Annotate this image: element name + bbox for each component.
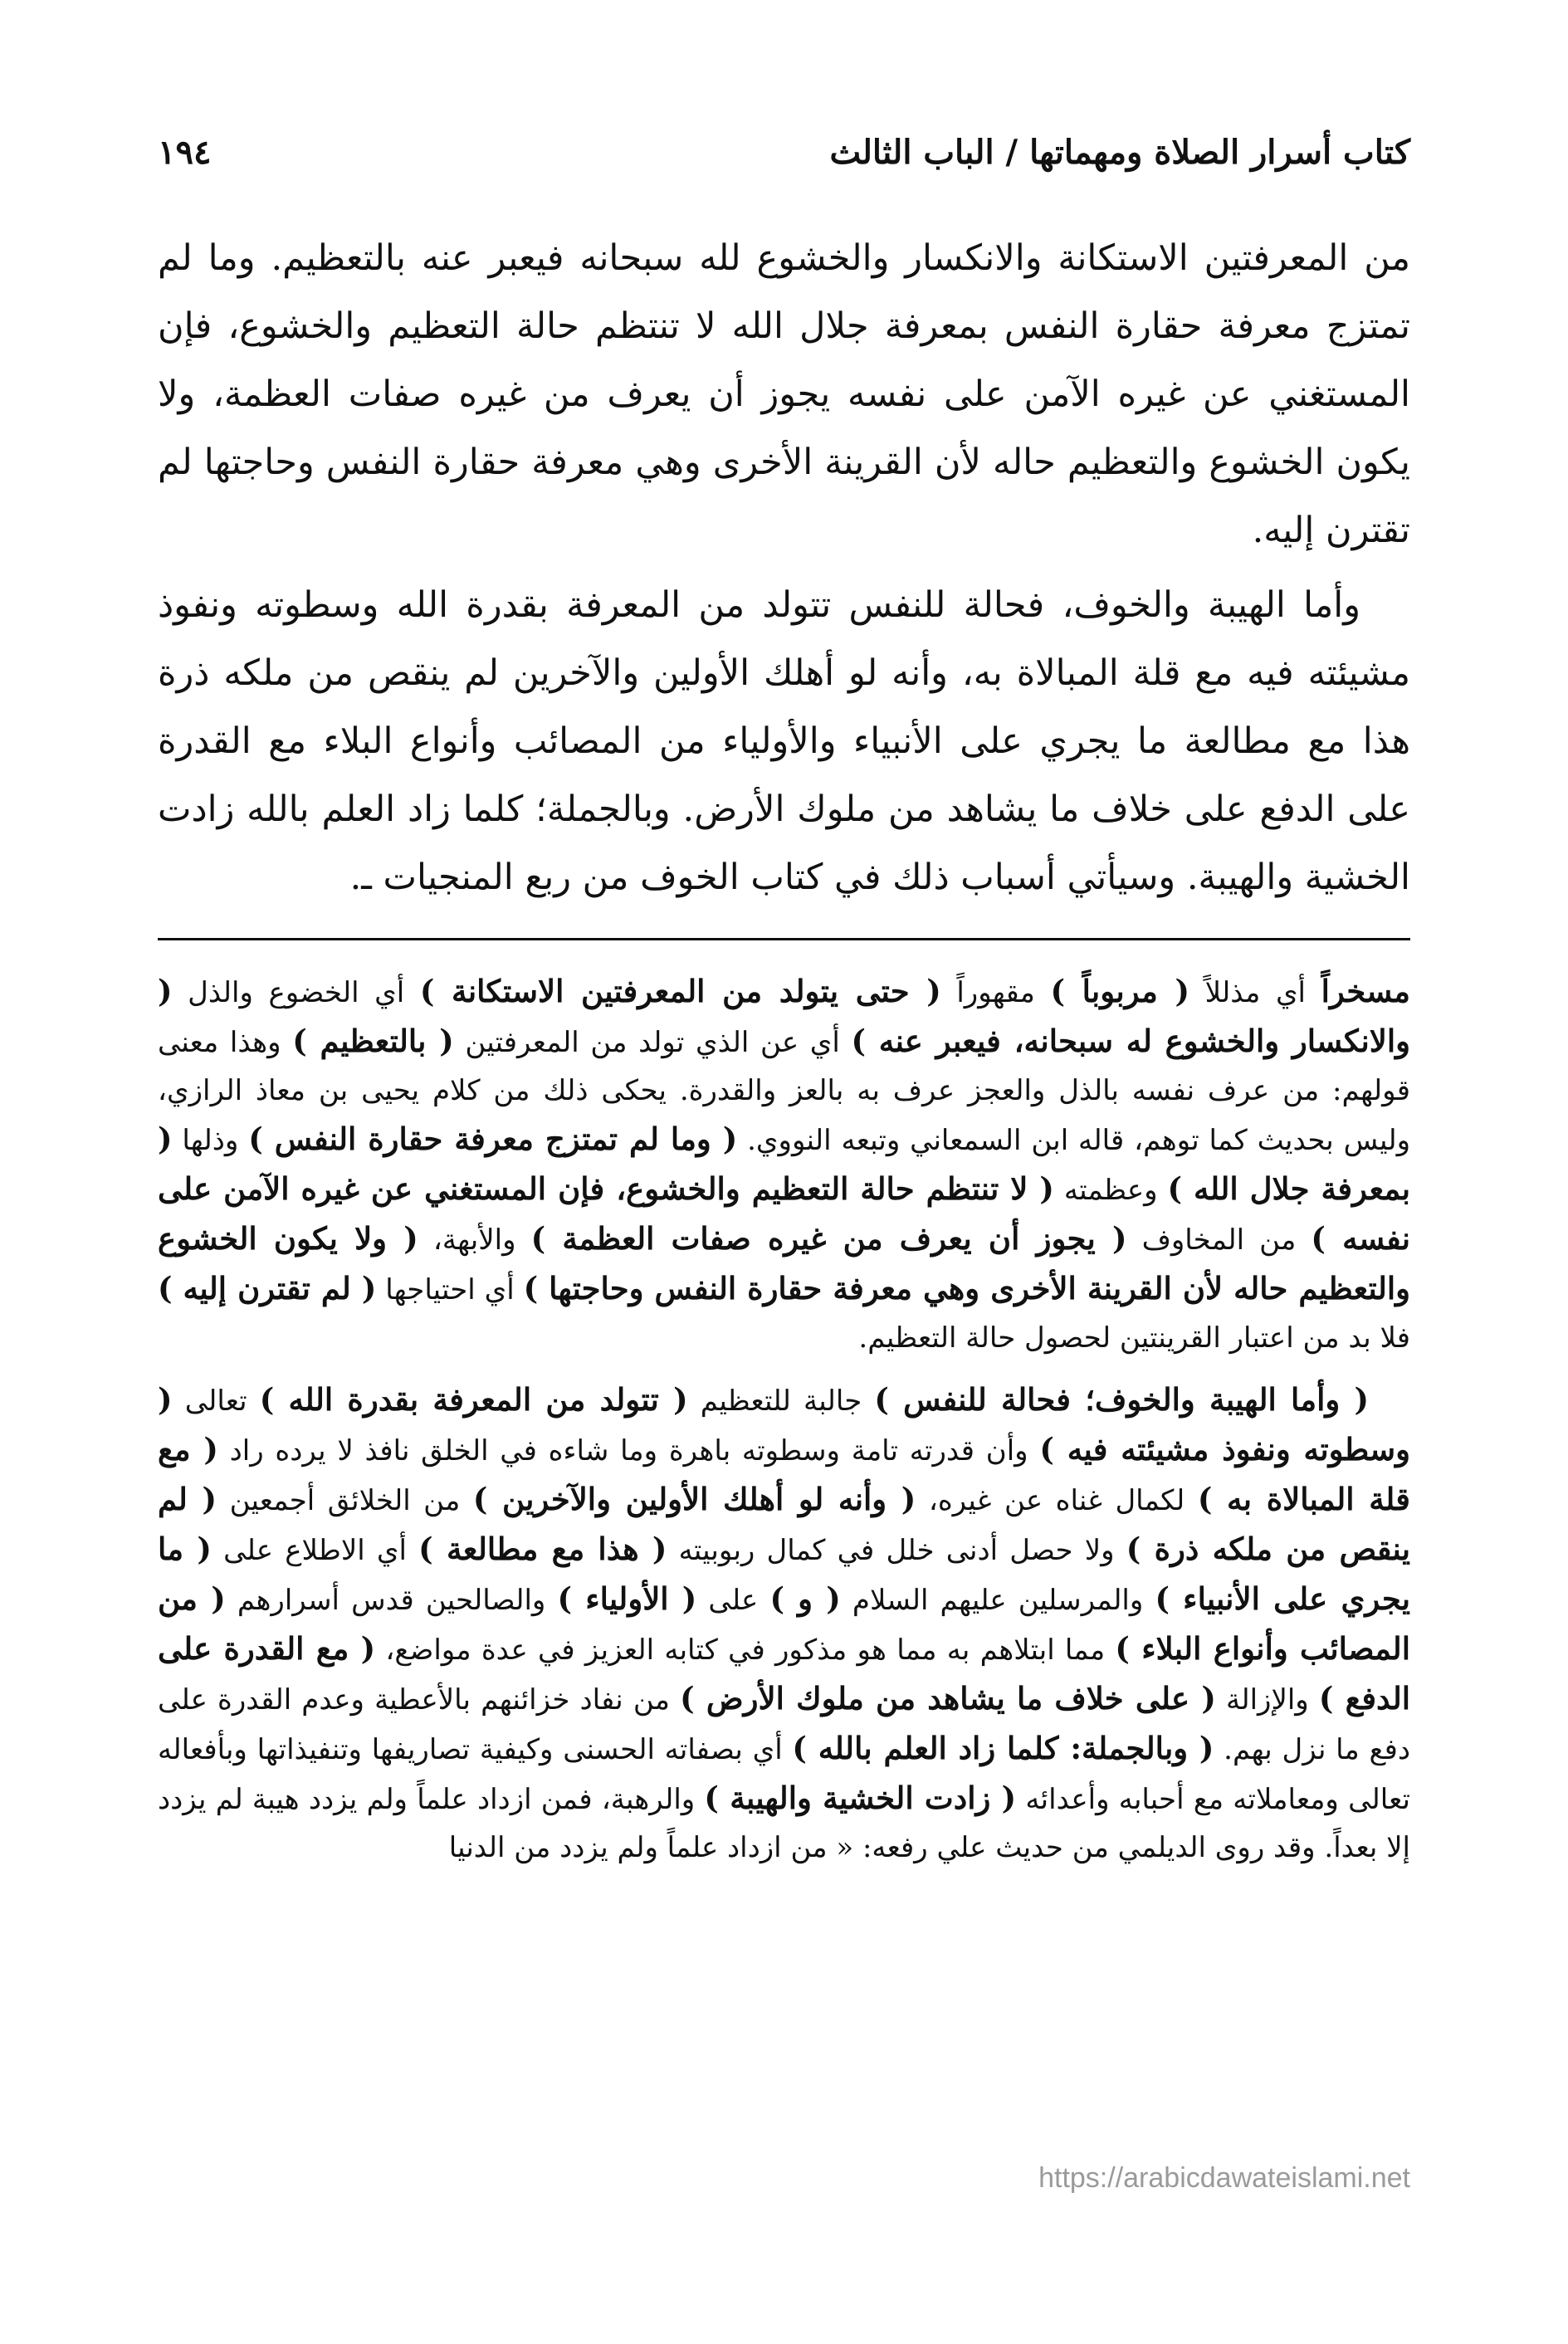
footnote-divider [158, 938, 1410, 940]
commentary-text: وهذا معنى قولهم: من عرف نفسه بالذل والعجز عرف به بالعز والقدرة. يحكى ذلك من كلام يحيى بن معاذ الرازي، وليس بحديث كما توهم، قاله ابن السمعاني وتبعه النووي. [158, 1026, 1410, 1157]
main-paragraph: من المعرفتين الاستكانة والانكسار والخشوع لله سبحانه فيعبر عنه بالتعظيم. وما لم تمتزج معرفة حقارة النفس بمعرفة جلال الله لا تنتظم حالة التعظيم والخشوع، فإن المستغني عن غيره الآمن على نفسه يجوز أن يعرف من غيره صفات العظمة، ولا يكون الخشوع والتعظيم حاله لأن القرينة الأخرى وهي معرفة حقارة النفس وحاجتها لم تقترن إليه. [158, 237, 1410, 551]
commentary-quote: ( والانكسار والخشوع له سبحانه، فيعبر عنه ) [158, 973, 1410, 1059]
commentary-quote: ( زادت الخشية والهيبة ) [704, 1780, 1017, 1816]
page-number: ١٩٤ [158, 133, 212, 172]
commentary-quote: ( مع القدرة على الدفع ) [158, 1630, 1411, 1716]
commentary-quote: ( يجوز أن يعرف من غيره صفات العظمة ) [530, 1220, 1127, 1257]
commentary-quote: ( و ) [769, 1580, 841, 1617]
commentary-quote: ( مربوباً ) [1050, 973, 1190, 1009]
commentary-text: والرهبة، فمن ازداد علماً ولم يزدد هيبة لم يزدد إلا بعداً. وقد روى الديلمي من حديث علي رفعه: « من ازداد علماً ولم يزدد من الدنيا [158, 1783, 1410, 1864]
commentary-text: أي الاطلاع على [211, 1534, 419, 1567]
commentary-quote: ( ولا يكون الخشوع والتعظيم حاله لأن القرينة الأخرى وهي معرفة حقارة النفس وحاجتها ) [158, 1220, 1410, 1306]
commentary-text: أي احتياجها [376, 1273, 524, 1306]
commentary-text: من نفاد خزائنهم بالأعطية وعدم القدرة على دفع ما نزل بهم. [158, 1683, 1410, 1766]
source-watermark: https://arabicdawateislami.net [1038, 2162, 1410, 2194]
commentary-quote: ( لا تنتظم حالة التعظيم والخشوع، فإن المستغني عن غيره الآمن على نفسه ) [158, 1170, 1411, 1257]
commentary-text: من الخلائق أجمعين [217, 1484, 473, 1517]
commentary-paragraph [158, 967, 1410, 1362]
commentary-quote: ( تتولد من المعرفة بقدرة الله ) [259, 1381, 688, 1418]
commentary-text: من المخاوف [1126, 1223, 1312, 1257]
commentary-quote: ( وأنه لو أهلك الأولين والآخرين ) [472, 1481, 916, 1517]
commentary-text: تعالى [172, 1384, 260, 1418]
commentary-text: فلا بد من اعتبار القرينتين لحصول حالة التعظيم. [858, 1321, 1410, 1355]
commentary-quote: ( وأما الهيبة والخوف؛ فحالة للنفس ) [874, 1381, 1369, 1418]
commentary-text: والصالحين قدس أسرارهم [225, 1584, 558, 1617]
commentary-quote: ( لم تقترن إليه ) [158, 1270, 377, 1306]
commentary-text: والمرسلين عليهم السلام [840, 1584, 1155, 1617]
commentary-text: والإزالة [1215, 1683, 1319, 1716]
commentary-quote: ( وبالجملة: كلما زاد العلم بالله ) [792, 1730, 1214, 1766]
commentary-quote: ( حتى يتولد من المعرفتين الاستكانة ) [419, 973, 941, 1009]
main-text [158, 224, 1410, 918]
commentary-quote: ( لم ينقص من ملكه ذرة ) [158, 1481, 1410, 1567]
commentary-text: أي بصفاته الحسنى وكيفية تصاريفها وتنفيذاتها وبأفعاله تعالى ومعاملاته مع أحبابه وأعدائه [158, 1733, 1410, 1816]
commentary-text: ولا حصل أدنى خلل في كمال ربوبيته [667, 1534, 1126, 1567]
commentary-quote: ( على خلاف ما يشاهد من ملوك الأرض ) [680, 1680, 1216, 1716]
commentary-text: أي عن الذي تولد من المعرفتين [453, 1026, 852, 1059]
commentary-text: أي الخضوع والذل [172, 976, 420, 1009]
commentary-quote: ( وما لم تمتزج معرفة حقارة النفس ) [248, 1121, 738, 1157]
commentary-text: لكمال غناه عن غيره، [916, 1484, 1198, 1517]
commentary-text: والأبهة، [418, 1223, 531, 1257]
page-header [158, 125, 1410, 183]
commentary-quote: ( من المصائب وأنواع البلاء ) [158, 1580, 1410, 1667]
commentary-text: وأن قدرته تامة وسطوته باهرة وما شاءه في الخلق نافذ لا يرده راد [217, 1434, 1040, 1467]
commentary-quote: ( الأولياء ) [557, 1580, 697, 1617]
commentary-quote: مسخراً [1321, 973, 1410, 1009]
commentary-section [158, 967, 1410, 1885]
commentary-quote: ( ما يجري على الأنبياء ) [158, 1531, 1410, 1617]
commentary-text: وعظمته [1053, 1174, 1168, 1207]
commentary-text: أي مذللاً [1189, 976, 1321, 1009]
commentary-quote: ( بمعرفة جلال الله ) [158, 1121, 1410, 1207]
commentary-text: مقهوراً [940, 976, 1051, 1009]
main-paragraph: وأما الهيبة والخوف، فحالة للنفس تتولد من المعرفة بقدرة الله وسطوته ونفوذ مشيئته فيه مع قلة المبالاة به، وأنه لو أهلك الأولين والآخرين لم ينقص من ملكه ذرة هذا مع مطالعة ما يجري على الأنبياء والأولياء من المصائب وأنواع البلاء مع القدرة على الدفع على خلاف ما يشاهد من ملوك الأرض. وبالجملة؛ كلما زاد العلم بالله زادت الخشية والهيبة. وسيأتي أسباب ذلك في كتاب الخوف من ربع المنجيات ـ. [158, 584, 1410, 898]
commentary-text: على [696, 1584, 770, 1617]
commentary-quote: ( هذا مع مطالعة ) [418, 1531, 667, 1567]
running-title: كتاب أسرار الصلاة ومهماتها / الباب الثالث [829, 133, 1410, 172]
commentary-quote: ( بالتعظيم ) [292, 1023, 454, 1059]
commentary-paragraph [158, 1375, 1410, 1872]
commentary-text: مما ابتلاهم به مما هو مذكور في كتابه العزيز في عدة مواضع، [375, 1633, 1116, 1667]
commentary-text: وذلها [172, 1124, 249, 1157]
commentary-quote: ( وسطوته ونفوذ مشيئته فيه ) [158, 1381, 1410, 1467]
commentary-text: جالبة للتعظيم [687, 1384, 875, 1418]
commentary-quote: ( مع قلة المبالاة به ) [158, 1431, 1410, 1517]
